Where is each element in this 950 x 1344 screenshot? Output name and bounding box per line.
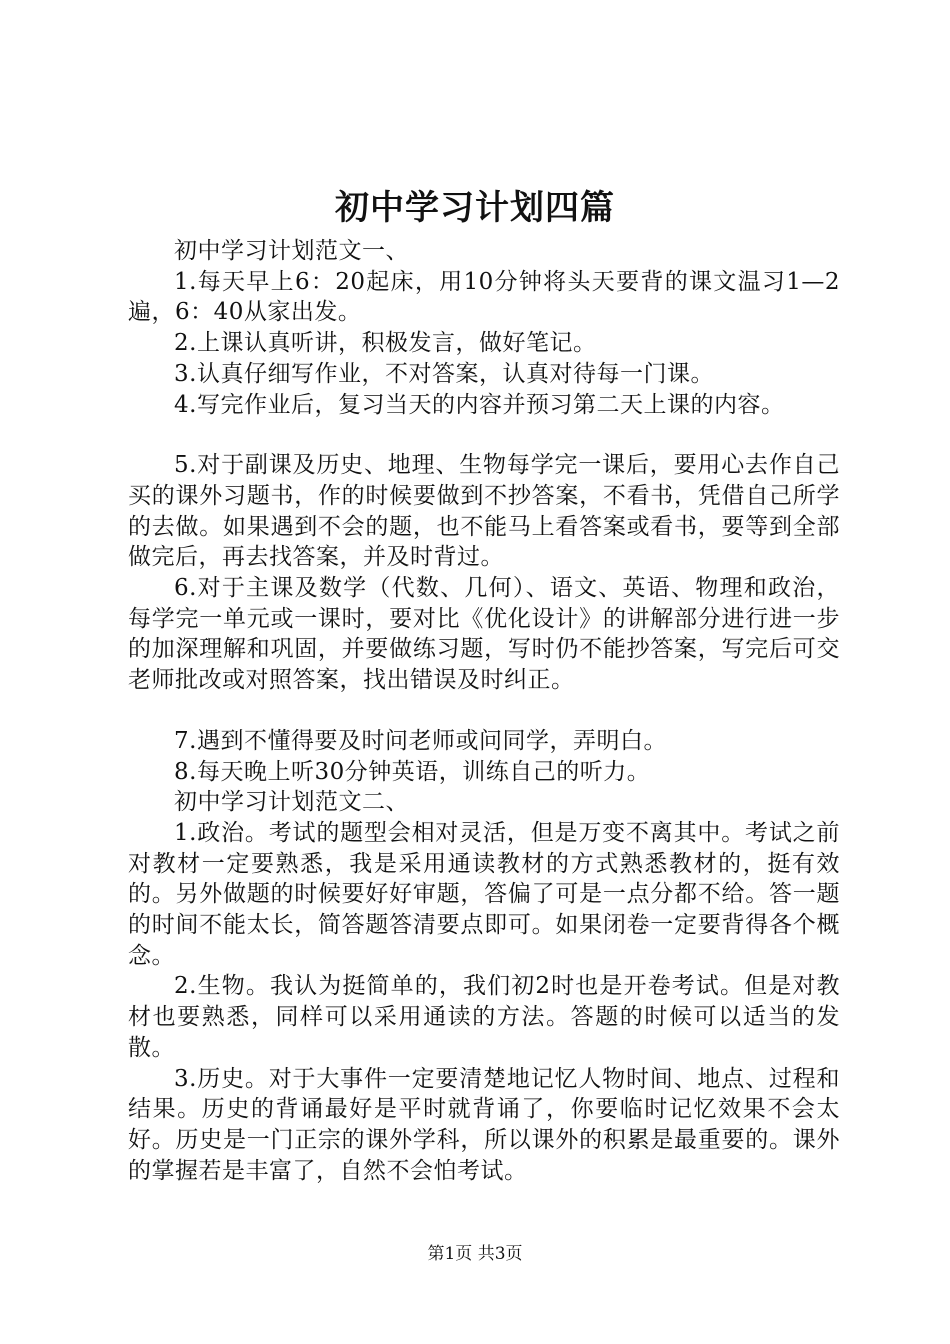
section-heading: 初中学习计划范文一、: [174, 238, 409, 264]
paragraph: 8.每天晚上听30分钟英语，训练自己的听力。: [174, 758, 651, 785]
section-heading: 初中学习计划范文二、: [174, 789, 409, 816]
paragraph: 2.上课认真听讲，积极发言，做好笔记。: [174, 330, 597, 357]
paragraph: 4.写完作业后，复习当天的内容并预习第二天上课的内容。: [174, 391, 785, 418]
paragraph: 1.政治。考试的题型会相对灵活，但是万变不离其中。考试之前对教材一定要熟悉，我是采用通读教材的方式熟悉教材的，挺有效的。另外做题的时候要好好审题，答偏了可是一点分都不给。答一题的时间不能太长，简答题答清要点即可。如果闭卷一定要背得各个概念。: [128, 819, 840, 969]
paragraph: 1.每天早上6：20起床，用10分钟将头天要背的课文温习1—2遍，6：40从家出发。: [128, 268, 840, 326]
paragraph: 2.生物。我认为挺简单的，我们初2时也是开卷考试。但是对教材也要熟悉，同样可以采用通读的方法。答题的时候可以适当的发散。: [128, 973, 840, 1061]
paragraph: 6.对于主课及数学（代数、几何）、语文、英语、物理和政治，每学完一单元或一课时，要对比《优化设计》的讲解部分进行进一步的加深理解和巩固，并要做练习题，写时仍不能抄答案，写完后可交老师批改或对照答案，找出错误及时纠正。: [128, 575, 840, 694]
paragraph: 7.遇到不懂得要及时问老师或问同学，弄明白。: [174, 727, 667, 754]
paragraph: 3.认真仔细写作业，不对答案，认真对待每一门课。: [174, 360, 714, 387]
document-title: 初中学习计划四篇: [335, 188, 615, 228]
paragraph: 3.历史。对于大事件一定要清楚地记忆人物时间、地点、过程和结果。历史的背诵最好是平时就背诵了，你要临时记忆效果不会太好。历史是一门正宗的课外学科，所以课外的积累是最重要的。课外的掌握若是丰富了，自然不会怕考试。: [128, 1065, 840, 1184]
page-footer: 第1页 共3页: [427, 1244, 523, 1264]
paragraph: 5.对于副课及历史、地理、生物每学完一课后，要用心去作自己买的课外习题书，作的时候要做到不抄答案，不看书，凭借自己所学的去做。如果遇到不会的题，也不能马上看答案或看书，要等到全部做完后，再去找答案，并及时背过。: [128, 452, 840, 571]
document-body: [128, 236, 840, 1186]
